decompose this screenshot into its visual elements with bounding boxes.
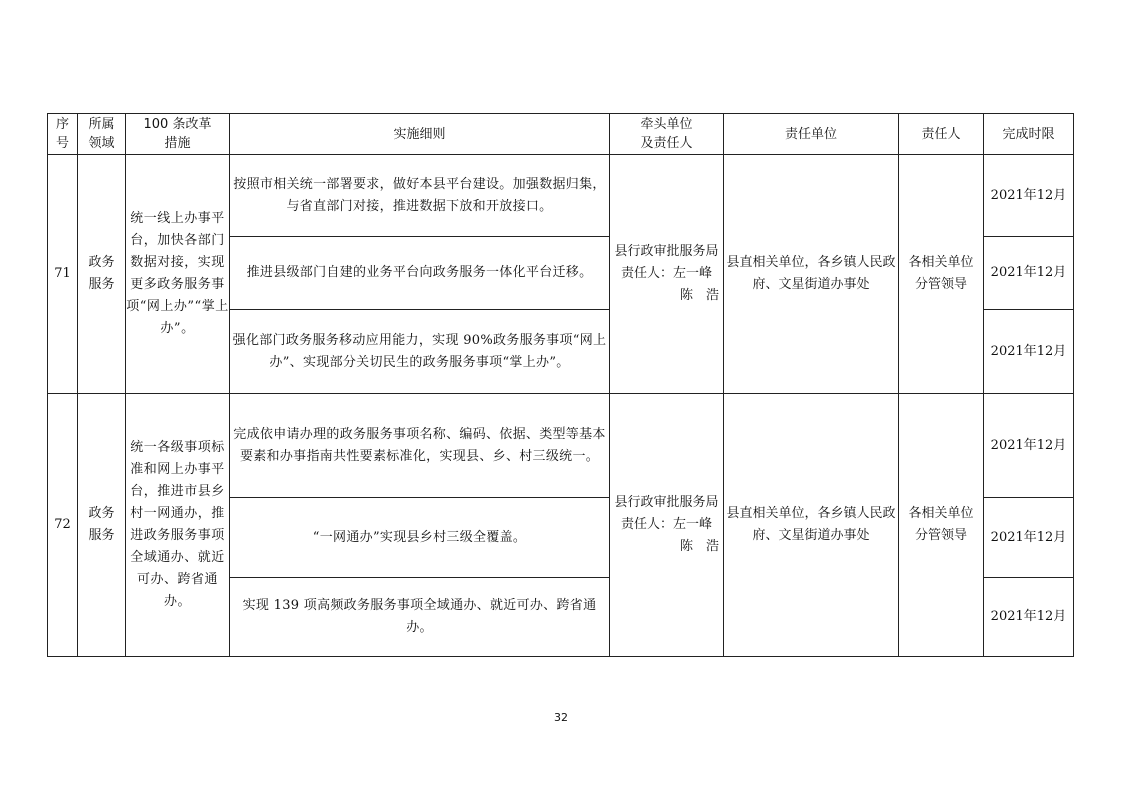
deadline-cell: 2021年12月 — [984, 578, 1074, 657]
row-seq: 71 — [48, 155, 78, 394]
reform-measures-table — [47, 113, 1074, 657]
lead-unit-cell: 县行政审批服务局 责任人：左一峰 陈 浩 — [610, 394, 724, 657]
responsible-unit-cell: 县直相关单位，各乡镇人民政府、文星街道办事处 — [724, 394, 899, 657]
header-measure: 100 条改革 措施 — [126, 114, 230, 155]
detail-cell: 推进县级部门自建的业务平台向政务服务一体化平台迁移。 — [230, 237, 610, 310]
detail-cell: 强化部门政务服务移动应用能力，实现 90%政务服务事项“网上办”、实现部分关切民生的政务服务事项“掌上办”。 — [230, 310, 610, 394]
deadline-cell: 2021年12月 — [984, 237, 1074, 310]
detail-cell: 完成依申请办理的政务服务事项名称、编码、依据、类型等基本要素和办事指南共性要素标准化，实现县、乡、村三级统一。 — [230, 394, 610, 498]
header-deadline: 完成时限 — [984, 114, 1074, 155]
detail-cell: “一网通办”实现县乡村三级全覆盖。 — [230, 498, 610, 578]
table-row — [48, 155, 1074, 237]
header-unit: 责任单位 — [724, 114, 899, 155]
deadline-cell: 2021年12月 — [984, 310, 1074, 394]
deadline-cell: 2021年12月 — [984, 498, 1074, 578]
detail-cell: 实现 139 项高频政务服务事项全域通办、就近可办、跨省通办。 — [230, 578, 610, 657]
deadline-cell: 2021年12月 — [984, 155, 1074, 237]
responsible-person-cell: 各相关单位 分管领导 — [899, 394, 984, 657]
header-row — [48, 114, 1074, 155]
header-person: 责任人 — [899, 114, 984, 155]
header-seq: 序 号 — [48, 114, 78, 155]
row-measure: 统一线上办事平台，加快各部门数据对接，实现更多政务服务事项“网上办”“掌上办”。 — [126, 155, 230, 394]
table-row — [48, 394, 1074, 498]
lead-unit-cell: 县行政审批服务局 责任人：左一峰 陈 浩 — [610, 155, 724, 394]
row-field: 政务 服务 — [78, 155, 126, 394]
header-lead: 牵头单位 及责任人 — [610, 114, 724, 155]
deadline-cell: 2021年12月 — [984, 394, 1074, 498]
header-field: 所属 领域 — [78, 114, 126, 155]
page-number: 32 — [554, 711, 568, 724]
responsible-person-cell: 各相关单位 分管领导 — [899, 155, 984, 394]
row-measure: 统一各级事项标准和网上办事平台，推进市县乡村一网通办，推进政务服务事项全域通办、就近可办、跨省通办。 — [126, 394, 230, 657]
responsible-unit-cell: 县直相关单位，各乡镇人民政府、文星街道办事处 — [724, 155, 899, 394]
row-field: 政务 服务 — [78, 394, 126, 657]
header-detail: 实施细则 — [230, 114, 610, 155]
row-seq: 72 — [48, 394, 78, 657]
detail-cell: 按照市相关统一部署要求，做好本县平台建设。加强数据归集，与省直部门对接，推进数据下放和开放接口。 — [230, 155, 610, 237]
